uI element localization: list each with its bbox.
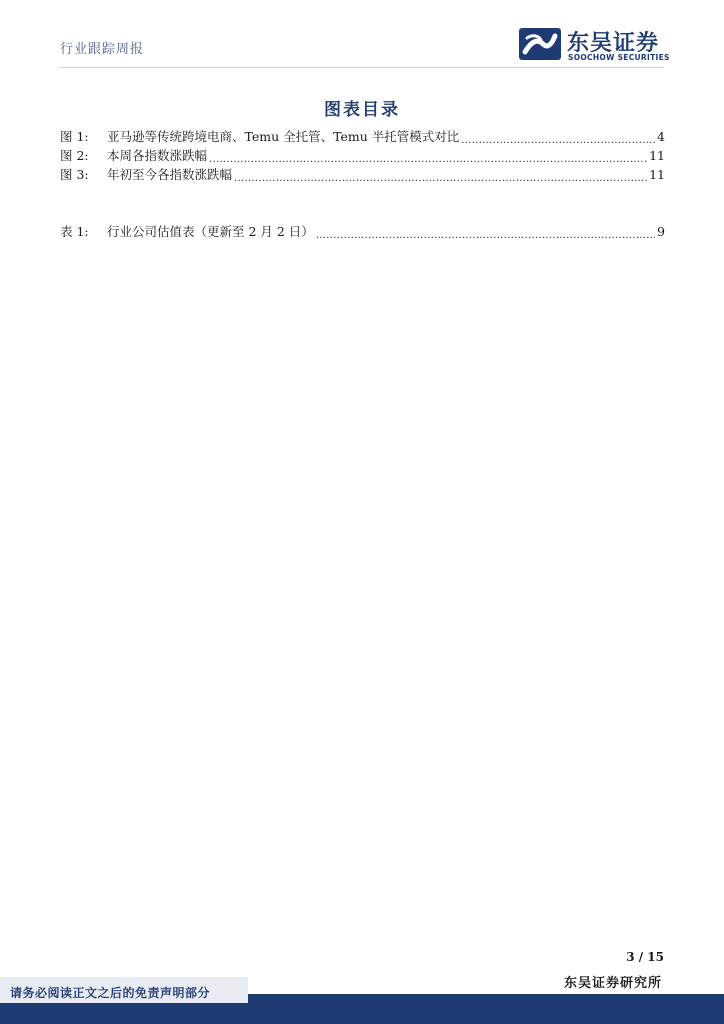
toc-title: 图表目录 <box>324 100 400 120</box>
toc-entry-prefix: 图 1: <box>60 129 89 144</box>
toc-entry-page: 11 <box>649 148 665 163</box>
logo-subtitle: SOOCHOW SECURITIES <box>568 53 670 62</box>
toc-entry-text: 行业公司估值表（更新至 2 月 2 日） <box>107 224 314 239</box>
toc-entry-page: 4 <box>657 129 665 144</box>
soochow-logo-icon <box>519 28 561 60</box>
toc-table-entry[interactable] <box>60 222 665 240</box>
toc-figure-entry[interactable] <box>60 127 665 145</box>
toc-leader-dots <box>209 150 647 164</box>
company-logo <box>519 26 679 66</box>
toc-entry-prefix: 图 3: <box>60 167 89 182</box>
disclaimer-text: 请务必阅读正文之后的免责声明部分 <box>10 986 211 1000</box>
toc-entry-text: 亚马逊等传统跨境电商、Temu 全托管、Temu 半托管模式对比 <box>107 129 460 144</box>
header-divider <box>60 67 664 68</box>
report-type-label: 行业跟踪周报 <box>60 42 145 57</box>
toc-leader-dots <box>234 169 647 183</box>
toc-entry-text: 年初至今各指数涨跌幅 <box>107 167 233 182</box>
toc-entry-text: 本周各指数涨跌幅 <box>107 148 208 163</box>
toc-entry-page: 11 <box>649 167 665 182</box>
toc-entry-prefix: 表 1: <box>60 224 89 239</box>
footer-organization: 东吴证券研究所 <box>563 976 662 991</box>
page-number: 3 / 15 <box>626 950 664 964</box>
toc-figure-entry[interactable] <box>60 165 665 183</box>
toc-entry-prefix: 图 2: <box>60 148 89 163</box>
logo-name: 东吴证券 <box>567 31 660 56</box>
toc-leader-dots <box>316 226 655 240</box>
toc-leader-dots <box>461 131 655 145</box>
toc-entry-page: 9 <box>657 224 665 239</box>
toc-figure-entry[interactable] <box>60 146 665 164</box>
